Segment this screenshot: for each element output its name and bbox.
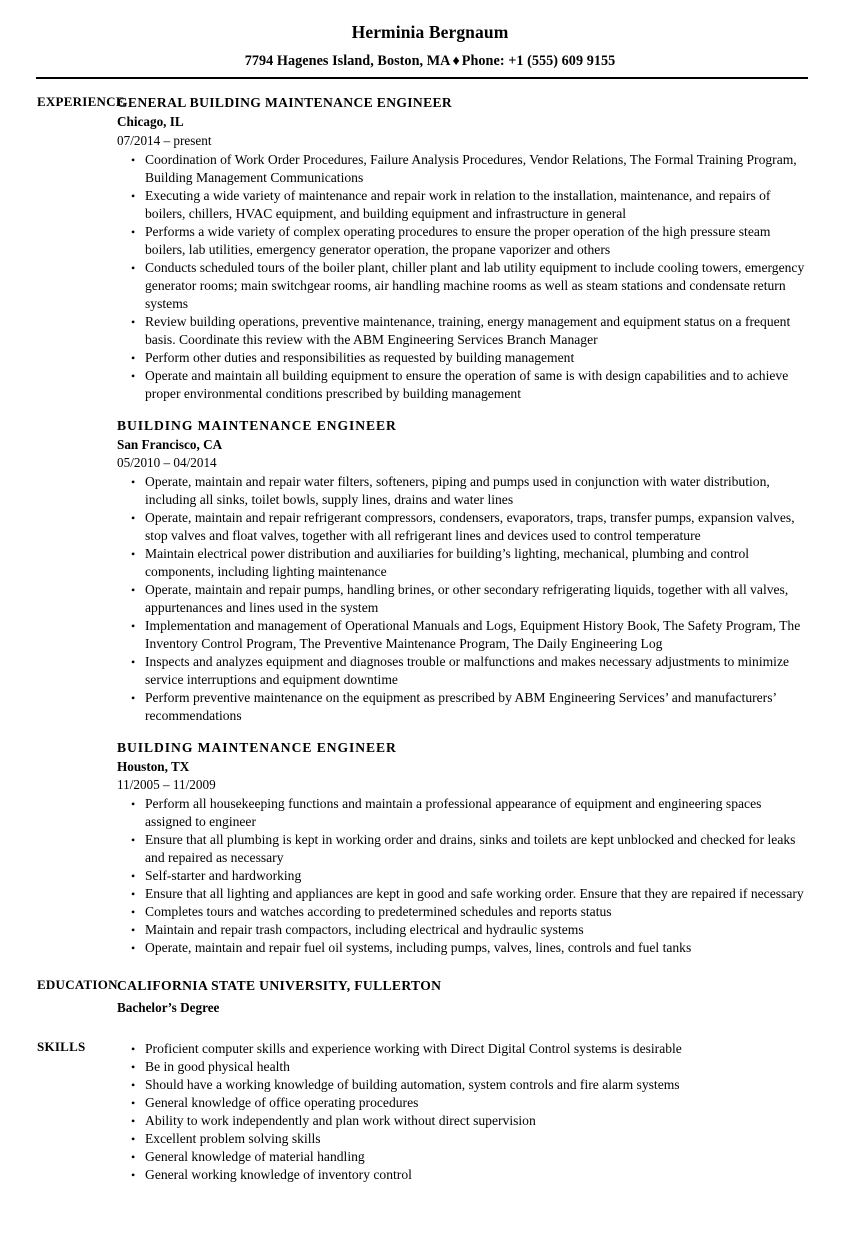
list-item: • Should have a working knowledge of building automation, system controls and fire alarm systems xyxy=(117,1076,810,1094)
job-location: Chicago, IL xyxy=(117,114,184,130)
skills-entries xyxy=(117,1039,860,1184)
job-responsibility-list xyxy=(117,473,810,725)
section-label-experience: EXPERIENCE xyxy=(37,94,125,110)
list-item: • Perform other duties and responsibilities as requested by building management xyxy=(117,349,810,367)
job-title: BUILDING MAINTENANCE ENGINEER xyxy=(117,417,397,433)
list-item: • Operate, maintain and repair pumps, handling brines, or other secondary refrigerating liquids, together with all valves, appurtenances and lines used in the system xyxy=(117,581,810,617)
list-item: • Coordination of Work Order Procedures, Failure Analysis Procedures, Vendor Relations, The Formal Training Program, Building Management Communications xyxy=(117,151,810,187)
job-location: San Francisco, CA xyxy=(117,436,223,452)
education-entries xyxy=(117,977,860,1016)
list-item: • Excellent problem solving skills xyxy=(117,1130,810,1148)
list-item: • Maintain and repair trash compactors, including electrical and hydraulic systems xyxy=(117,921,810,939)
education-school: CALIFORNIA STATE UNIVERSITY, FULLERTON xyxy=(117,978,442,994)
candidate-phone: Phone: +1 (555) 609 9155 xyxy=(461,53,616,70)
section-experience xyxy=(0,94,860,957)
list-item: • Operate and maintain all building equipment to ensure the operation of same is with design capabilities and to achieve proper environmental conditions prescribed by building management xyxy=(117,367,810,403)
education-degree: Bachelor’s Degree xyxy=(117,999,220,1015)
job-location: Houston, TX xyxy=(117,759,190,775)
skills-list xyxy=(117,1040,810,1184)
resume-header xyxy=(0,0,860,79)
list-item: • Perform all housekeeping functions and maintain a professional appearance of equipment and engineering spaces assigned to engineer xyxy=(117,795,810,831)
job-responsibility-list xyxy=(117,795,810,957)
list-item: • General knowledge of office operating procedures xyxy=(117,1094,810,1112)
section-education xyxy=(0,977,860,1016)
diamond-separator-icon: ♦ xyxy=(452,53,460,70)
experience-entry xyxy=(117,739,810,957)
experience-entry xyxy=(117,417,810,725)
section-skills xyxy=(0,1039,860,1184)
job-dates: 07/2014 – present xyxy=(117,132,212,148)
list-item: • Conducts scheduled tours of the boiler plant, chiller plant and lab utility equipment to include cooling towers, emergency generator rooms; main switchgear rooms, air handling machine rooms as well as steam stations and condensate return systems xyxy=(117,259,810,313)
list-item: • Self-starter and hardworking xyxy=(117,867,810,885)
list-item: • Proficient computer skills and experience working with Direct Digital Control systems is desirable xyxy=(117,1040,810,1058)
job-responsibility-list xyxy=(117,151,810,403)
list-item: • Ensure that all plumbing is kept in working order and drains, sinks and toilets are kept unblocked and checked for leaks and repaired as necessary xyxy=(117,831,810,867)
list-item: • Maintain electrical power distribution and auxiliaries for building’s lighting, mechanical, plumbing and control components, including lighting maintenance xyxy=(117,545,810,581)
section-label-skills: SKILLS xyxy=(37,1038,86,1054)
list-item: • Operate, maintain and repair water filters, softeners, piping and pumps used in conjunction with water distribution, including all sinks, toilet bowls, supply lines, drains and water lines xyxy=(117,473,810,509)
list-item: • General knowledge of material handling xyxy=(117,1148,810,1166)
list-item: • Review building operations, preventive maintenance, training, energy management and equipment status on a frequent basis. Coordinate this review with the ABM Engineering Services Branch Manager xyxy=(117,313,810,349)
experience-entry xyxy=(117,94,810,402)
list-item: • Ensure that all lighting and appliances are kept in good and safe working order. Ensure that they are repaired if necessary xyxy=(117,885,810,903)
section-label-education: EDUCATION xyxy=(37,977,118,993)
job-title: GENERAL BUILDING MAINTENANCE ENGINEER xyxy=(117,95,453,111)
list-item: • Executing a wide variety of maintenance and repair work in relation to the installation, maintenance, and repairs of boilers, chillers, HVAC equipment, and building equipment and infrastructure in general xyxy=(117,187,810,223)
header-divider xyxy=(36,77,808,79)
list-item: • Performs a wide variety of complex operating procedures to ensure the proper operation of the high pressure steam boilers, lab utilities, emergency generator operation, the propane vaporizer and others xyxy=(117,223,810,259)
list-item: • Ability to work independently and plan work without direct supervision xyxy=(117,1112,810,1130)
list-item: • General working knowledge of inventory control xyxy=(117,1166,810,1184)
list-item: • Completes tours and watches according to predetermined schedules and reports status xyxy=(117,903,810,921)
list-item: • Inspects and analyzes equipment and diagnoses trouble or malfunctions and makes necessary adjustments to minimize service interruptions and equipment downtime xyxy=(117,653,810,689)
candidate-name: Herminia Bergnaum xyxy=(351,22,509,42)
list-item: • Implementation and management of Operational Manuals and Logs, Equipment History Book, The Safety Program, The Inventory Control Program, The Preventive Maintenance Program, The Daily Engineering Log xyxy=(117,617,810,653)
candidate-contact-line xyxy=(0,53,860,70)
list-item: • Perform preventive maintenance on the equipment as prescribed by ABM Engineering Services’ and manufacturers’ recommendations xyxy=(117,689,810,725)
list-item: • Operate, maintain and repair refrigerant compressors, condensers, evaporators, traps, transfer pumps, expansion valves, stop valves and float valves, together with all refrigerant lines and devices used to control temperature xyxy=(117,509,810,545)
experience-entries xyxy=(117,94,860,957)
candidate-address: 7794 Hagenes Island, Boston, MA xyxy=(244,53,451,70)
job-dates: 11/2005 – 11/2009 xyxy=(117,777,216,793)
job-dates: 05/2010 – 04/2014 xyxy=(117,455,217,471)
list-item: • Operate, maintain and repair fuel oil systems, including pumps, valves, lines, controls and fuel tanks xyxy=(117,939,810,957)
list-item: • Be in good physical health xyxy=(117,1058,810,1076)
job-title: BUILDING MAINTENANCE ENGINEER xyxy=(117,739,397,755)
